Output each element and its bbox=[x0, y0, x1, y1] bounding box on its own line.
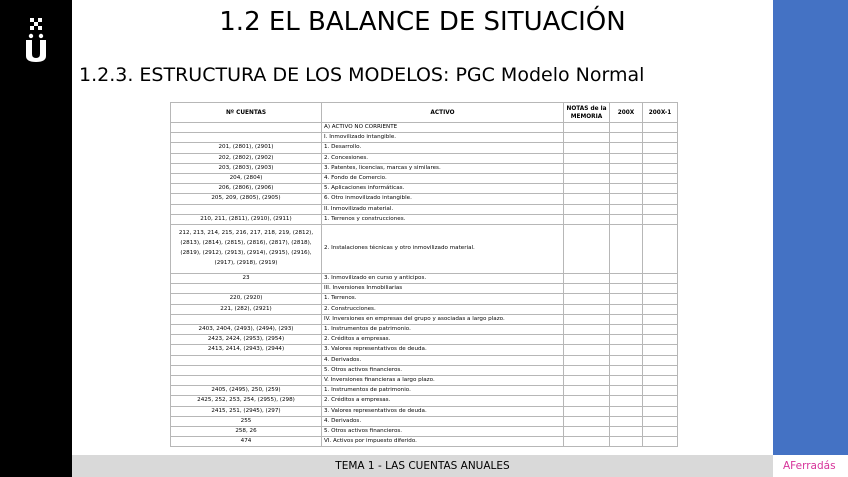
account-codes-cell bbox=[171, 123, 322, 133]
prior-year-cell bbox=[643, 396, 678, 406]
prior-year-cell bbox=[643, 365, 678, 375]
year-cell bbox=[610, 304, 643, 314]
asset-item-cell: 3. Valores representativos de deuda. bbox=[322, 345, 564, 355]
table-body bbox=[171, 123, 678, 447]
asset-item-cell: 5. Otros activos financieros. bbox=[322, 365, 564, 375]
table-row bbox=[171, 376, 678, 386]
year-cell bbox=[610, 416, 643, 426]
table-row bbox=[171, 153, 678, 163]
notes-cell bbox=[564, 274, 610, 284]
prior-year-cell bbox=[643, 294, 678, 304]
year-cell bbox=[610, 335, 643, 345]
account-codes-cell: 2425, 252, 253, 254, (2955), (298) bbox=[171, 396, 322, 406]
table-row bbox=[171, 143, 678, 153]
prior-year-cell bbox=[643, 163, 678, 173]
prior-year-cell bbox=[643, 427, 678, 437]
year-cell bbox=[610, 274, 643, 284]
notes-cell bbox=[564, 123, 610, 133]
prior-year-cell bbox=[643, 314, 678, 324]
year-cell bbox=[610, 386, 643, 396]
brand-text: AFerradás bbox=[783, 460, 836, 472]
table-row bbox=[171, 204, 678, 214]
notes-cell bbox=[564, 163, 610, 173]
notes-cell bbox=[564, 204, 610, 214]
balance-table bbox=[170, 102, 678, 447]
notes-cell bbox=[564, 143, 610, 153]
asset-item-cell: 3. Inmovilizado en curso y anticipos. bbox=[322, 274, 564, 284]
prior-year-cell bbox=[643, 153, 678, 163]
prior-year-cell bbox=[643, 214, 678, 224]
account-codes-cell: 203, (2803), (2903) bbox=[171, 163, 322, 173]
notes-cell bbox=[564, 284, 610, 294]
header-activo: ACTIVO bbox=[322, 103, 564, 123]
year-cell bbox=[610, 376, 643, 386]
asset-item-cell: 2. Construcciones. bbox=[322, 304, 564, 314]
table-row bbox=[171, 355, 678, 365]
year-cell bbox=[610, 437, 643, 447]
year-cell bbox=[610, 225, 643, 274]
account-codes-cell: 221, (282), (2921) bbox=[171, 304, 322, 314]
year-cell bbox=[610, 194, 643, 204]
footer-text: TEMA 1 - LAS CUENTAS ANUALES bbox=[335, 460, 510, 472]
account-codes-cell: 210, 211, (2811), (2910), (2911) bbox=[171, 214, 322, 224]
table-row bbox=[171, 294, 678, 304]
asset-item-cell: 4. Derivados. bbox=[322, 355, 564, 365]
table-row bbox=[171, 194, 678, 204]
account-codes-cell bbox=[171, 365, 322, 375]
prior-year-cell bbox=[643, 184, 678, 194]
notes-cell bbox=[564, 304, 610, 314]
asset-item-cell: II. Inmovilizado material. bbox=[322, 204, 564, 214]
asset-item-cell: 1. Instrumentos de patrimonio. bbox=[322, 386, 564, 396]
year-cell bbox=[610, 163, 643, 173]
prior-year-cell bbox=[643, 325, 678, 335]
notes-cell bbox=[564, 314, 610, 324]
notes-cell bbox=[564, 194, 610, 204]
account-codes-cell: 255 bbox=[171, 416, 322, 426]
prior-year-cell bbox=[643, 304, 678, 314]
asset-item-cell: 2. Créditos a empresas. bbox=[322, 335, 564, 345]
prior-year-cell bbox=[643, 376, 678, 386]
notes-cell bbox=[564, 174, 610, 184]
notes-cell bbox=[564, 345, 610, 355]
asset-item-cell: 1. Terrenos y construcciones. bbox=[322, 214, 564, 224]
prior-year-cell bbox=[643, 225, 678, 274]
notes-cell bbox=[564, 396, 610, 406]
prior-year-cell bbox=[643, 194, 678, 204]
prior-year-cell bbox=[643, 174, 678, 184]
year-cell bbox=[610, 427, 643, 437]
prior-year-cell bbox=[643, 355, 678, 365]
table-row bbox=[171, 123, 678, 133]
table-row bbox=[171, 365, 678, 375]
notes-cell bbox=[564, 184, 610, 194]
balance-table-container bbox=[170, 102, 677, 447]
account-codes-cell: 258, 26 bbox=[171, 427, 322, 437]
asset-item-cell: 1. Instrumentos de patrimonio. bbox=[322, 325, 564, 335]
year-cell bbox=[610, 133, 643, 143]
notes-cell bbox=[564, 355, 610, 365]
notes-cell bbox=[564, 376, 610, 386]
table-row bbox=[171, 174, 678, 184]
table-row bbox=[171, 225, 678, 274]
prior-year-cell bbox=[643, 335, 678, 345]
year-cell bbox=[610, 214, 643, 224]
year-cell bbox=[610, 143, 643, 153]
year-cell bbox=[610, 174, 643, 184]
left-sidebar-bar bbox=[0, 0, 72, 477]
prior-year-cell bbox=[643, 123, 678, 133]
year-cell bbox=[610, 406, 643, 416]
year-cell bbox=[610, 184, 643, 194]
prior-year-cell bbox=[643, 437, 678, 447]
prior-year-cell bbox=[643, 284, 678, 294]
table-row bbox=[171, 335, 678, 345]
account-codes-cell: 202, (2802), (2902) bbox=[171, 153, 322, 163]
notes-cell bbox=[564, 225, 610, 274]
prior-year-cell bbox=[643, 386, 678, 396]
asset-item-cell: 3. Valores representativos de deuda. bbox=[322, 406, 564, 416]
right-accent-bar bbox=[773, 0, 848, 455]
table-row bbox=[171, 406, 678, 416]
table-row bbox=[171, 314, 678, 324]
asset-item-cell: A) ACTIVO NO CORRIENTE bbox=[322, 123, 564, 133]
table-row bbox=[171, 184, 678, 194]
table-row bbox=[171, 345, 678, 355]
notes-cell bbox=[564, 365, 610, 375]
table-row bbox=[171, 437, 678, 447]
account-codes-cell bbox=[171, 284, 322, 294]
table-row bbox=[171, 274, 678, 284]
asset-item-cell: 2. Concesiones. bbox=[322, 153, 564, 163]
notes-cell bbox=[564, 335, 610, 345]
account-codes-cell: 2405, (2495), 250, (259) bbox=[171, 386, 322, 396]
year-cell bbox=[610, 314, 643, 324]
account-codes-cell bbox=[171, 133, 322, 143]
account-codes-cell: 220, (2920) bbox=[171, 294, 322, 304]
year-cell bbox=[610, 123, 643, 133]
account-codes-cell: 2413, 2414, (2943), (2944) bbox=[171, 345, 322, 355]
asset-item-cell: I. Inmovilizado intangible. bbox=[322, 133, 564, 143]
table-row bbox=[171, 427, 678, 437]
asset-item-cell: 4. Fondo de Comercio. bbox=[322, 174, 564, 184]
asset-item-cell: 5. Otros activos financieros. bbox=[322, 427, 564, 437]
year-cell bbox=[610, 325, 643, 335]
notes-cell bbox=[564, 294, 610, 304]
year-cell bbox=[610, 365, 643, 375]
notes-cell bbox=[564, 427, 610, 437]
year-cell bbox=[610, 396, 643, 406]
notes-cell bbox=[564, 406, 610, 416]
account-codes-cell: 204, (2804) bbox=[171, 174, 322, 184]
prior-year-cell bbox=[643, 143, 678, 153]
header-200x-1: 200X-1 bbox=[643, 103, 678, 123]
asset-item-cell: 1. Desarrollo. bbox=[322, 143, 564, 153]
asset-item-cell: 2. Instalaciones técnicas y otro inmovilizado material. bbox=[322, 225, 564, 274]
table-row bbox=[171, 304, 678, 314]
slide-subtitle: 1.2.3. ESTRUCTURA DE LOS MODELOS: PGC Modelo Normal bbox=[79, 64, 645, 86]
header-notas: NOTAS de la MEMORIA bbox=[564, 103, 610, 123]
asset-item-cell: 4. Derivados. bbox=[322, 416, 564, 426]
notes-cell bbox=[564, 386, 610, 396]
header-accounts: Nº CUENTAS bbox=[171, 103, 322, 123]
account-codes-cell: 2415, 251, (2945), (297) bbox=[171, 406, 322, 416]
account-codes-cell: 212, 213, 214, 215, 216, 217, 218, 219, (2812), (2813), (2814), (2815), (2816), (2817), (2818), (2819), (2912), (2913), (2914), (2915), (2916), (2917), (2918), (2919) bbox=[171, 225, 322, 274]
notes-cell bbox=[564, 437, 610, 447]
table-row bbox=[171, 163, 678, 173]
header-200x: 200X bbox=[610, 103, 643, 123]
asset-item-cell: IV. Inversiones en empresas del grupo y asociadas a largo plazo. bbox=[322, 314, 564, 324]
year-cell bbox=[610, 355, 643, 365]
year-cell bbox=[610, 345, 643, 355]
account-codes-cell: 205, 209, (2805), (2905) bbox=[171, 194, 322, 204]
account-codes-cell: 201, (2801), (2901) bbox=[171, 143, 322, 153]
asset-item-cell: 5. Aplicaciones informáticas. bbox=[322, 184, 564, 194]
account-codes-cell: 23 bbox=[171, 274, 322, 284]
notes-cell bbox=[564, 214, 610, 224]
account-codes-cell: 206, (2806), (2906) bbox=[171, 184, 322, 194]
asset-item-cell: VI. Activos por impuesto diferido. bbox=[322, 437, 564, 447]
account-codes-cell bbox=[171, 376, 322, 386]
asset-item-cell: 3. Patentes, licencias, marcas y similares. bbox=[322, 163, 564, 173]
notes-cell bbox=[564, 153, 610, 163]
account-codes-cell bbox=[171, 204, 322, 214]
prior-year-cell bbox=[643, 406, 678, 416]
prior-year-cell bbox=[643, 345, 678, 355]
year-cell bbox=[610, 153, 643, 163]
asset-item-cell: 6. Otro inmovilizado intangible. bbox=[322, 194, 564, 204]
asset-item-cell: III. Inversiones Inmobiliarias bbox=[322, 284, 564, 294]
table-row bbox=[171, 325, 678, 335]
asset-item-cell: 2. Créditos a empresas. bbox=[322, 396, 564, 406]
account-codes-cell: 474 bbox=[171, 437, 322, 447]
table-row bbox=[171, 133, 678, 143]
table-row bbox=[171, 416, 678, 426]
notes-cell bbox=[564, 133, 610, 143]
prior-year-cell bbox=[643, 416, 678, 426]
prior-year-cell bbox=[643, 204, 678, 214]
year-cell bbox=[610, 204, 643, 214]
prior-year-cell bbox=[643, 274, 678, 284]
asset-item-cell: V. Inversiones financieras a largo plazo. bbox=[322, 376, 564, 386]
table-row bbox=[171, 214, 678, 224]
account-codes-cell: 2423, 2424, (2953), (2954) bbox=[171, 335, 322, 345]
table-row bbox=[171, 284, 678, 294]
account-codes-cell bbox=[171, 355, 322, 365]
table-row bbox=[171, 396, 678, 406]
table-header-row bbox=[171, 103, 678, 123]
slide-title: 1.2 EL BALANCE DE SITUACIÓN bbox=[219, 7, 626, 37]
prior-year-cell bbox=[643, 133, 678, 143]
notes-cell bbox=[564, 325, 610, 335]
account-codes-cell: 2403, 2404, (2493), (2494), (293) bbox=[171, 325, 322, 335]
year-cell bbox=[610, 294, 643, 304]
account-codes-cell bbox=[171, 314, 322, 324]
asset-item-cell: 1. Terrenos. bbox=[322, 294, 564, 304]
year-cell bbox=[610, 284, 643, 294]
notes-cell bbox=[564, 416, 610, 426]
university-logo-icon bbox=[20, 16, 52, 64]
table-row bbox=[171, 386, 678, 396]
